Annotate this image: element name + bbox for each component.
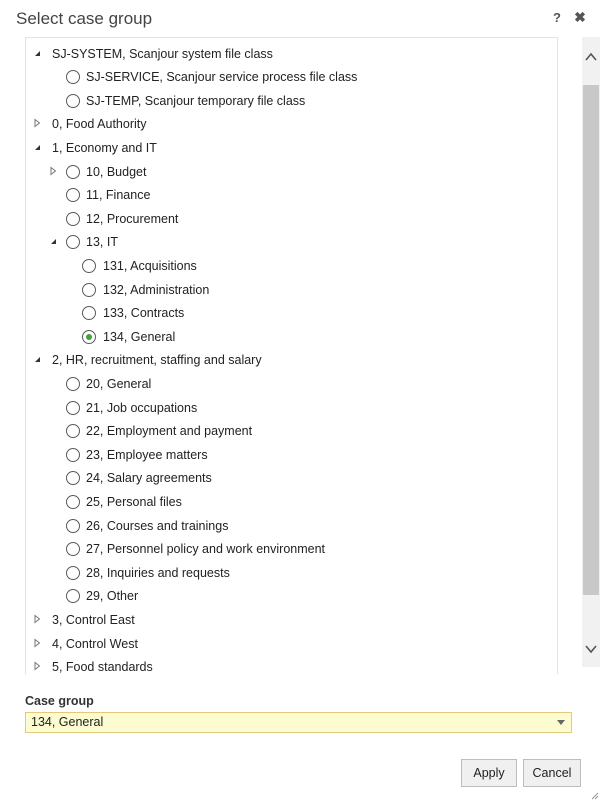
tree-node-label: 22, Employment and payment: [86, 424, 253, 438]
tree-node-label: 27, Personnel policy and work environment: [86, 542, 326, 556]
tree-node[interactable]: [26, 326, 556, 348]
collapsed-triangle-icon[interactable]: [32, 614, 42, 624]
radio-button[interactable]: [66, 519, 80, 533]
tree-node[interactable]: [26, 279, 556, 301]
tree-scrollbar[interactable]: [582, 37, 600, 667]
radio-button[interactable]: [66, 471, 80, 485]
tree-node-label: 13, IT: [86, 235, 118, 249]
tree-node-label: SJ-SYSTEM, Scanjour system file class: [52, 47, 273, 61]
expanded-triangle-icon[interactable]: [32, 354, 42, 364]
scroll-down-chevron-icon[interactable]: [582, 637, 600, 661]
tree-node-label: 132, Administration: [103, 283, 210, 297]
tree-node-label: 20, General: [86, 377, 152, 391]
tree-node[interactable]: [26, 208, 556, 230]
radio-button[interactable]: [66, 424, 80, 438]
case-group-select[interactable]: [25, 712, 572, 733]
case-group-value: 134, General: [31, 715, 104, 729]
collapsed-triangle-icon[interactable]: [32, 661, 42, 671]
apply-button[interactable]: Apply: [461, 759, 517, 787]
radio-button[interactable]: [82, 283, 96, 297]
tree-node-label: 0, Food Authority: [52, 117, 147, 131]
case-group-label: Case group: [25, 694, 94, 708]
radio-button[interactable]: [66, 448, 80, 462]
tree-node-label: 26, Courses and trainings: [86, 519, 229, 533]
tree-node[interactable]: [26, 349, 556, 371]
tree-node-label: 21, Job occupations: [86, 401, 198, 415]
radio-button[interactable]: [66, 70, 80, 84]
tree-node[interactable]: [26, 90, 556, 112]
expanded-triangle-icon[interactable]: [48, 236, 58, 246]
tree-node[interactable]: [26, 585, 556, 607]
tree-node[interactable]: [26, 255, 556, 277]
tree-node-label: 134, General: [103, 330, 176, 344]
tree-node[interactable]: [26, 43, 556, 65]
collapsed-triangle-icon[interactable]: [32, 118, 42, 128]
radio-selected[interactable]: [82, 330, 96, 344]
tree-node[interactable]: [26, 373, 556, 395]
tree-node-label: 23, Employee matters: [86, 448, 208, 462]
tree-node-label: 3, Control East: [52, 613, 135, 627]
radio-button[interactable]: [66, 165, 80, 179]
close-button[interactable]: ✖: [574, 9, 586, 25]
radio-button[interactable]: [66, 566, 80, 580]
tree-node[interactable]: [26, 491, 556, 513]
tree-node[interactable]: [26, 161, 556, 183]
tree-node[interactable]: [26, 184, 556, 206]
radio-button[interactable]: [66, 235, 80, 249]
tree-node-label: SJ-SERVICE, Scanjour service process file class: [86, 70, 358, 84]
radio-button[interactable]: [66, 188, 80, 202]
dialog-title: Select case group: [16, 9, 153, 28]
tree-node-label: 2, HR, recruitment, staffing and salary: [52, 353, 262, 367]
radio-button[interactable]: [66, 401, 80, 415]
radio-button[interactable]: [66, 495, 80, 509]
radio-button[interactable]: [66, 94, 80, 108]
cancel-button[interactable]: Cancel: [523, 759, 581, 787]
tree-node-label: 10, Budget: [86, 165, 147, 179]
dropdown-arrow-icon[interactable]: [557, 720, 565, 725]
tree-node[interactable]: [26, 66, 556, 88]
collapsed-triangle-icon[interactable]: [32, 638, 42, 648]
tree-node[interactable]: [26, 397, 556, 419]
tree-node-label: 5, Food standards: [52, 660, 153, 674]
radio-button[interactable]: [66, 212, 80, 226]
radio-button[interactable]: [66, 377, 80, 391]
tree-node-label: 12, Procurement: [86, 212, 179, 226]
tree-node[interactable]: [26, 562, 556, 584]
tree-node[interactable]: [26, 137, 556, 159]
tree-node[interactable]: [26, 538, 556, 560]
expanded-triangle-icon[interactable]: [32, 48, 42, 58]
tree-node[interactable]: [26, 467, 556, 489]
tree-node[interactable]: [26, 656, 556, 674]
tree-node-label: 11, Finance: [86, 188, 151, 202]
radio-button[interactable]: [66, 542, 80, 556]
tree-node[interactable]: [26, 302, 556, 324]
scroll-thumb[interactable]: [583, 85, 599, 595]
tree-node-label: 4, Control West: [52, 637, 138, 651]
tree-node-label: 133, Contracts: [103, 306, 185, 320]
tree-node-label: 29, Other: [86, 589, 139, 603]
tree-node[interactable]: [26, 420, 556, 442]
tree-node-label: 24, Salary agreements: [86, 471, 212, 485]
tree-node-label: SJ-TEMP, Scanjour temporary file class: [86, 94, 306, 108]
tree-node-label: 25, Personal files: [86, 495, 182, 509]
radio-button[interactable]: [66, 589, 80, 603]
expanded-triangle-icon[interactable]: [32, 142, 42, 152]
scroll-up-chevron-icon[interactable]: [582, 45, 600, 69]
resize-grip-icon[interactable]: [590, 787, 599, 796]
tree-node[interactable]: [26, 515, 556, 537]
radio-button[interactable]: [82, 259, 96, 273]
help-button[interactable]: ?: [553, 10, 561, 25]
tree-node[interactable]: [26, 231, 556, 253]
tree-node[interactable]: [26, 633, 556, 655]
tree-node-label: 28, Inquiries and requests: [86, 566, 230, 580]
tree-node-label: 131, Acquisitions: [103, 259, 197, 273]
tree-node-label: 1, Economy and IT: [52, 141, 157, 155]
collapsed-triangle-icon[interactable]: [48, 166, 58, 176]
tree-node[interactable]: [26, 609, 556, 631]
tree-node[interactable]: [26, 444, 556, 466]
tree-node[interactable]: [26, 113, 556, 135]
radio-button[interactable]: [82, 306, 96, 320]
case-group-tree: [25, 37, 558, 674]
